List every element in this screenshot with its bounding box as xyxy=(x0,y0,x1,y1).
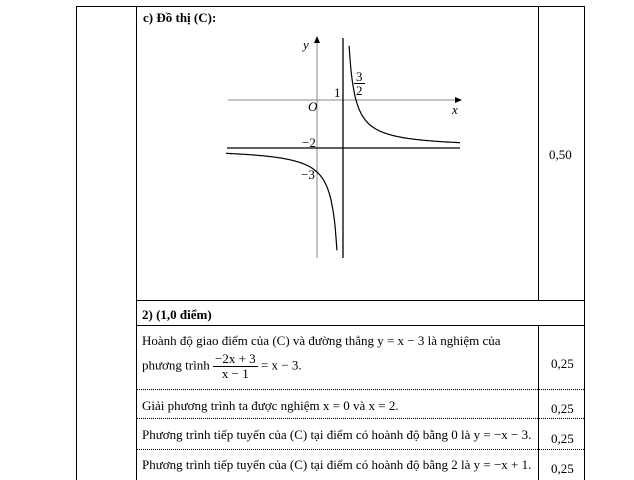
row-2-text: Giải phương trình ta được nghiệm x = 0 và x = 2. xyxy=(142,398,399,413)
curve-right-branch xyxy=(349,46,460,143)
y-axis-label: y xyxy=(303,37,309,52)
x-axis-label: x xyxy=(452,102,458,117)
tick-label-minus-3: −3 xyxy=(301,167,315,182)
part-c-title: c) Đồ thị (C): xyxy=(143,10,217,25)
row-1-text-a: Hoành độ giao điểm của (C) và đường thẳng y = x − 3 là nghiệm của xyxy=(142,333,501,348)
row-1-score: 0,25 xyxy=(551,356,574,371)
curve-left-branch xyxy=(226,153,337,250)
row-4-text: Phương trình tiếp tuyến của (C) tại điểm có hoành độ bằng 2 là y = −x + 1. xyxy=(142,457,532,472)
tick-label-3-2: $\frac{3}{2}$ xyxy=(356,69,363,98)
part-2-title: 2) (1,0 điểm) xyxy=(142,307,212,322)
row-3-score: 0,25 xyxy=(551,431,574,446)
row-1-equation: phương trình $\frac{-2x + 3}{x - 1}$ = x − 3. xyxy=(142,351,302,381)
origin-label: O xyxy=(308,99,318,114)
part-c-score: 0,50 xyxy=(549,147,572,162)
row-3-text: Phương trình tiếp tuyến của (C) tại điểm có hoành độ bằng 0 là y = −x − 3. xyxy=(142,427,532,442)
row-4-score: 0,25 xyxy=(551,461,574,476)
row-2-score: 0,25 xyxy=(551,401,574,416)
tick-label-1: 1 xyxy=(334,85,341,100)
tick-label-minus-2: −2 xyxy=(302,135,316,150)
